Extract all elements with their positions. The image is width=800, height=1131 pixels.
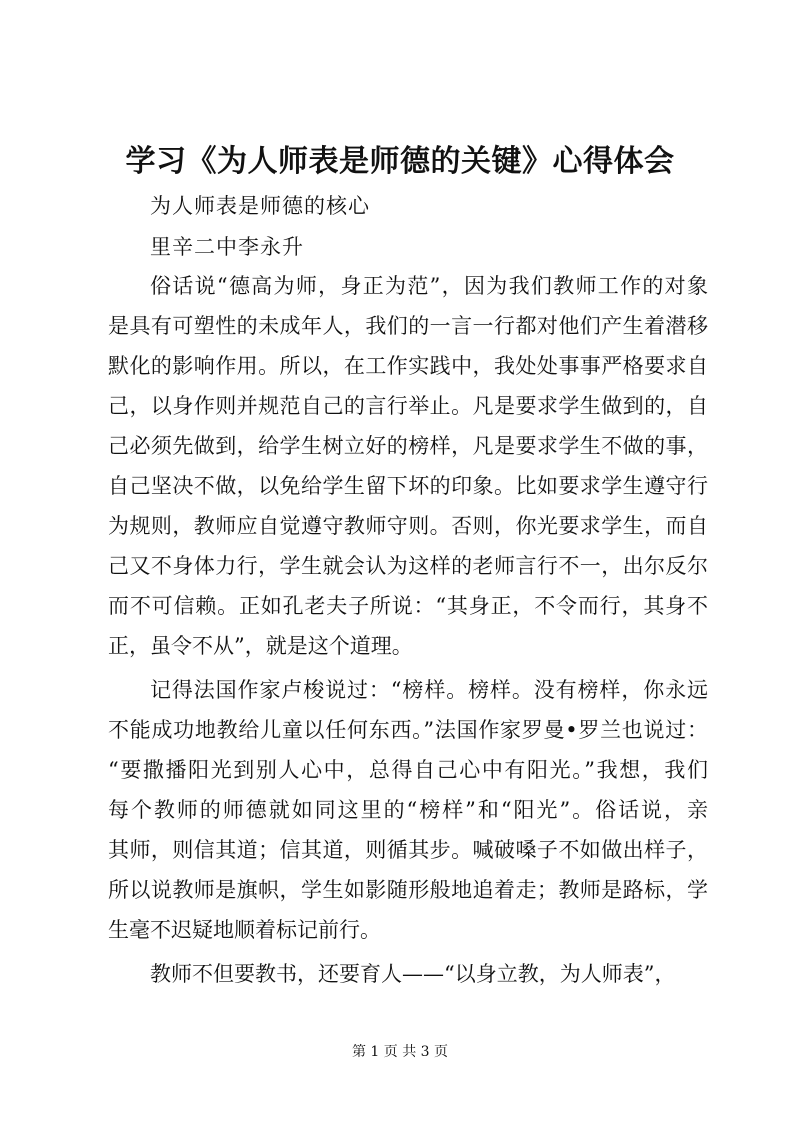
paragraph-line: 己，以身作则并规范自己的言行举止。凡是要求学生做到的，自	[108, 394, 708, 418]
paragraph-line: 默化的影响作用。所以，在工作实践中，我处处事事严格要求自	[108, 354, 708, 378]
paragraph-line: 俗话说“德高为师，身正为范”，因为我们教师工作的对象	[150, 274, 708, 298]
paragraph-line: 为规则，教师应自觉遵守教师守则。否则，你光要求学生，而自	[108, 514, 708, 538]
paragraph-line: 每个教师的师德就如同这里的“榜样”和“阳光”。俗话说，亲	[108, 798, 708, 822]
paragraph-line: 是具有可塑性的未成年人，我们的一言一行都对他们产生着潜移	[108, 314, 708, 338]
page-footer: 第 1 页 共 3 页	[351, 1044, 449, 1060]
paragraph-line: 所以说教师是旗帜，学生如影随形般地追着走；教师是路标，学	[108, 878, 708, 902]
paragraph-line: 正，虽令不从”，就是这个道理。	[108, 634, 413, 658]
paragraph-line: 己必须先做到，给学生树立好的榜样，凡是要求学生不做的事，	[108, 434, 708, 458]
paragraph-line: 其师，则信其道；信其道，则循其步。喊破嗓子不如做出样子，	[108, 838, 708, 862]
paragraph-line: 自己坚决不做，以免给学生留下坏的印象。比如要求学生遵守行	[108, 474, 708, 498]
document-title: 学习《为人师表是师德的关键》心得体会	[125, 144, 675, 179]
paragraph-line: 生毫不迟疑地顺着标记前行。	[108, 918, 381, 942]
paragraph-line: 记得法国作家卢梭说过：“榜样。榜样。没有榜样，你永远	[150, 678, 708, 702]
paragraph-line: 教师不但要教书，还要育人——“以身立教，为人师表”，	[150, 962, 676, 986]
paragraph-line: 己又不身体力行，学生就会认为这样的老师言行不一，出尔反尔	[108, 554, 708, 578]
paragraph-line: “要撒播阳光到别人心中，总得自己心中有阳光。”我想，我们	[108, 758, 708, 782]
paragraph-line: 而不可信赖。正如孔老夫子所说：“其身正，不令而行，其身不	[108, 594, 708, 618]
paragraph-line: 不能成功地教给儿童以任何东西。”法国作家罗曼•罗兰也说过：	[108, 718, 708, 742]
document-author: 里辛二中李永升	[150, 235, 304, 259]
document-subtitle: 为人师表是师德的核心	[150, 194, 370, 218]
